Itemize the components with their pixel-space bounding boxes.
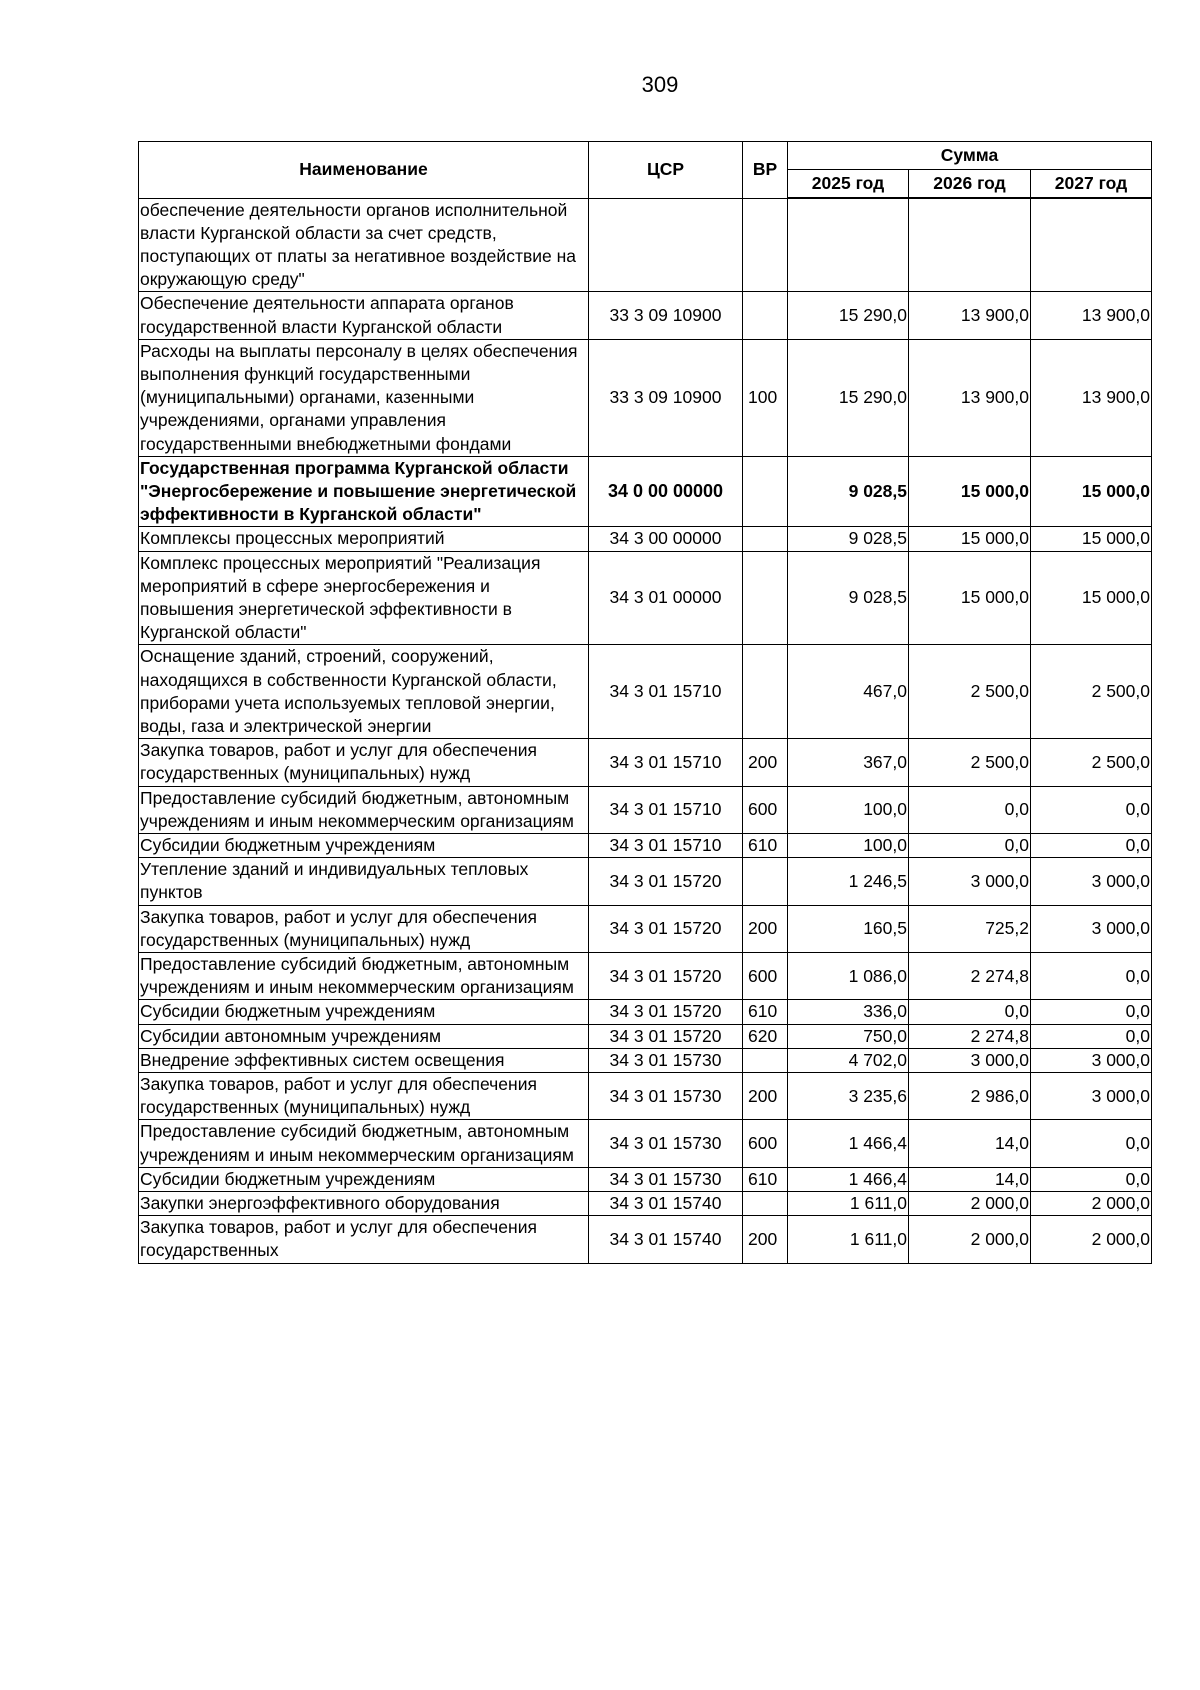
- row-2026-cell: 2 500,0: [909, 739, 1031, 786]
- row-vr-cell: 200: [743, 739, 788, 786]
- row-2026-cell: 15 000,0: [909, 551, 1031, 645]
- row-vr-cell: 200: [743, 1216, 788, 1263]
- row-vr-cell: 610: [743, 1167, 788, 1191]
- row-2027-cell: 0,0: [1031, 833, 1152, 857]
- row-2025-cell: 100,0: [788, 786, 909, 833]
- row-vr-cell: 600: [743, 786, 788, 833]
- row-2025-cell: 9 028,5: [788, 551, 909, 645]
- page-number: 309: [641, 72, 679, 97]
- row-2025-cell: 160,5: [788, 905, 909, 952]
- row-2025-cell: 336,0: [788, 1000, 909, 1024]
- row-2027-cell: 2 500,0: [1031, 645, 1152, 739]
- table-header: [139, 142, 1152, 199]
- row-2026-cell: 0,0: [909, 786, 1031, 833]
- row-csr-cell: 34 3 01 15720: [589, 953, 743, 1000]
- row-name-cell: Обеспечение деятельности аппарата органов государственной власти Курганской области: [139, 292, 589, 339]
- row-2025-cell: 4 702,0: [788, 1048, 909, 1072]
- table-row: [139, 1216, 1152, 1263]
- row-2025-cell: 15 290,0: [788, 339, 909, 456]
- row-2027-cell: 0,0: [1031, 1000, 1152, 1024]
- row-2026-cell: 14,0: [909, 1120, 1031, 1167]
- table-row: [139, 953, 1152, 1000]
- row-2027-cell: 15 000,0: [1031, 551, 1152, 645]
- row-name-cell: Комплекс процессных мероприятий "Реализация мероприятий в сфере энергосбережения и повышения энергетической эффективности в Курганской области": [139, 551, 589, 645]
- row-2026-cell: 3 000,0: [909, 858, 1031, 905]
- row-csr-cell: 34 3 01 15710: [589, 645, 743, 739]
- row-vr-cell: 200: [743, 905, 788, 952]
- header-year-2027: 2027 год: [1031, 170, 1152, 199]
- row-name-cell: Предоставление субсидий бюджетным, автономным учреждениям и иным некоммерческим организациям: [139, 786, 589, 833]
- table-row: [139, 1192, 1152, 1216]
- row-2025-cell: 15 290,0: [788, 292, 909, 339]
- table-row: [139, 1000, 1152, 1024]
- row-name-cell: Внедрение эффективных систем освещения: [139, 1048, 589, 1072]
- row-2027-cell: 2 000,0: [1031, 1216, 1152, 1263]
- row-2026-cell: 2 986,0: [909, 1073, 1031, 1120]
- row-name-cell: Субсидии бюджетным учреждениям: [139, 833, 589, 857]
- row-2026-cell: 15 000,0: [909, 527, 1031, 551]
- row-csr-cell: 34 3 01 15730: [589, 1120, 743, 1167]
- row-2027-cell: 15 000,0: [1031, 456, 1152, 527]
- row-csr-cell: 34 0 00 00000: [589, 456, 743, 527]
- row-name-cell: обеспечение деятельности органов исполнительной власти Курганской области за счет средств, поступающих от платы за негативное воздействие на окружающую среду": [139, 198, 589, 292]
- table-row: [139, 905, 1152, 952]
- row-2027-cell: 0,0: [1031, 1120, 1152, 1167]
- row-2027-cell: 3 000,0: [1031, 905, 1152, 952]
- row-csr-cell: 34 3 01 00000: [589, 551, 743, 645]
- table-row: [139, 527, 1152, 551]
- row-csr-cell: 34 3 01 15740: [589, 1216, 743, 1263]
- row-vr-cell: 610: [743, 1000, 788, 1024]
- row-2025-cell: 750,0: [788, 1024, 909, 1048]
- row-name-cell: Предоставление субсидий бюджетным, автономным учреждениям и иным некоммерческим организациям: [139, 1120, 589, 1167]
- row-2026-cell: 2 500,0: [909, 645, 1031, 739]
- row-2025-cell: 367,0: [788, 739, 909, 786]
- budget-table: [138, 141, 1152, 1264]
- table-row: [139, 1167, 1152, 1191]
- row-2026-cell: 2 000,0: [909, 1216, 1031, 1263]
- table-row: [139, 1120, 1152, 1167]
- row-vr-cell: [743, 551, 788, 645]
- row-vr-cell: [743, 1192, 788, 1216]
- table-row: [139, 198, 1152, 292]
- row-2027-cell: 13 900,0: [1031, 339, 1152, 456]
- table-row: [139, 786, 1152, 833]
- row-2026-cell: 15 000,0: [909, 456, 1031, 527]
- table-body: [139, 198, 1152, 1263]
- row-csr-cell: 34 3 01 15730: [589, 1048, 743, 1072]
- row-2026-cell: [909, 198, 1031, 292]
- row-2025-cell: [788, 198, 909, 292]
- row-name-cell: Государственная программа Курганской области "Энергосбережение и повышение энергетической эффективности в Курганской области": [139, 456, 589, 527]
- table-row: [139, 1073, 1152, 1120]
- row-name-cell: Субсидии бюджетным учреждениям: [139, 1167, 589, 1191]
- row-2027-cell: 0,0: [1031, 1167, 1152, 1191]
- header-sum: Сумма: [788, 142, 1152, 170]
- row-csr-cell: 33 3 09 10900: [589, 292, 743, 339]
- row-name-cell: Утепление зданий и индивидуальных тепловых пунктов: [139, 858, 589, 905]
- row-2026-cell: 14,0: [909, 1167, 1031, 1191]
- row-name-cell: Предоставление субсидий бюджетным, автономным учреждениям и иным некоммерческим организациям: [139, 953, 589, 1000]
- row-2025-cell: 1 086,0: [788, 953, 909, 1000]
- row-csr-cell: 34 3 01 15720: [589, 858, 743, 905]
- row-name-cell: Закупки энергоэффективного оборудования: [139, 1192, 589, 1216]
- header-year-2026: 2026 год: [909, 170, 1031, 199]
- row-2025-cell: 9 028,5: [788, 456, 909, 527]
- row-csr-cell: 34 3 01 15710: [589, 833, 743, 857]
- table-row: [139, 339, 1152, 456]
- row-2026-cell: 2 274,8: [909, 953, 1031, 1000]
- row-csr-cell: 33 3 09 10900: [589, 339, 743, 456]
- row-2027-cell: 15 000,0: [1031, 527, 1152, 551]
- row-name-cell: Расходы на выплаты персоналу в целях обеспечения выполнения функций государственными (муниципальными) органами, казенными учреждениями, органами управления государственными внебюджетными фондами: [139, 339, 589, 456]
- row-2026-cell: 3 000,0: [909, 1048, 1031, 1072]
- row-csr-cell: 34 3 01 15730: [589, 1167, 743, 1191]
- row-2027-cell: 3 000,0: [1031, 1073, 1152, 1120]
- row-name-cell: Субсидии автономным учреждениям: [139, 1024, 589, 1048]
- row-2025-cell: 1 246,5: [788, 858, 909, 905]
- header-year-2025: 2025 год: [788, 170, 909, 199]
- row-name-cell: Закупка товаров, работ и услуг для обеспечения государственных: [139, 1216, 589, 1263]
- table-row: [139, 456, 1152, 527]
- row-vr-cell: 600: [743, 953, 788, 1000]
- row-2027-cell: 2 500,0: [1031, 739, 1152, 786]
- table-row: [139, 833, 1152, 857]
- row-2025-cell: 9 028,5: [788, 527, 909, 551]
- row-2027-cell: 13 900,0: [1031, 292, 1152, 339]
- row-2027-cell: 0,0: [1031, 1024, 1152, 1048]
- row-2026-cell: 2 000,0: [909, 1192, 1031, 1216]
- row-name-cell: Субсидии бюджетным учреждениям: [139, 1000, 589, 1024]
- header-name: Наименование: [139, 142, 589, 199]
- row-2027-cell: [1031, 198, 1152, 292]
- row-vr-cell: 200: [743, 1073, 788, 1120]
- row-csr-cell: 34 3 00 00000: [589, 527, 743, 551]
- row-2026-cell: 2 274,8: [909, 1024, 1031, 1048]
- row-2025-cell: 467,0: [788, 645, 909, 739]
- row-csr-cell: [589, 198, 743, 292]
- table-row: [139, 645, 1152, 739]
- row-vr-cell: 100: [743, 339, 788, 456]
- table-row: [139, 1048, 1152, 1072]
- row-2026-cell: 0,0: [909, 833, 1031, 857]
- row-2027-cell: 3 000,0: [1031, 1048, 1152, 1072]
- row-2026-cell: 13 900,0: [909, 292, 1031, 339]
- row-name-cell: Закупка товаров, работ и услуг для обеспечения государственных (муниципальных) нужд: [139, 1073, 589, 1120]
- row-2025-cell: 1 611,0: [788, 1192, 909, 1216]
- row-2027-cell: 3 000,0: [1031, 858, 1152, 905]
- row-2027-cell: 0,0: [1031, 786, 1152, 833]
- row-2026-cell: 725,2: [909, 905, 1031, 952]
- row-csr-cell: 34 3 01 15720: [589, 1000, 743, 1024]
- row-2026-cell: 0,0: [909, 1000, 1031, 1024]
- row-2025-cell: 1 466,4: [788, 1120, 909, 1167]
- row-2025-cell: 1 466,4: [788, 1167, 909, 1191]
- row-csr-cell: 34 3 01 15740: [589, 1192, 743, 1216]
- header-vr: ВР: [743, 142, 788, 199]
- row-vr-cell: 610: [743, 833, 788, 857]
- row-vr-cell: [743, 858, 788, 905]
- row-name-cell: Оснащение зданий, строений, сооружений, находящихся в собственности Курганской области, приборами учета используемых тепловой энергии, воды, газа и электрической энергии: [139, 645, 589, 739]
- row-vr-cell: [743, 527, 788, 551]
- row-csr-cell: 34 3 01 15720: [589, 905, 743, 952]
- table-row: [139, 1024, 1152, 1048]
- row-2026-cell: 13 900,0: [909, 339, 1031, 456]
- row-2025-cell: 3 235,6: [788, 1073, 909, 1120]
- row-name-cell: Комплексы процессных мероприятий: [139, 527, 589, 551]
- table-row: [139, 292, 1152, 339]
- row-vr-cell: 620: [743, 1024, 788, 1048]
- row-vr-cell: [743, 292, 788, 339]
- row-vr-cell: [743, 198, 788, 292]
- row-csr-cell: 34 3 01 15710: [589, 739, 743, 786]
- table-row: [139, 739, 1152, 786]
- table-row: [139, 551, 1152, 645]
- row-csr-cell: 34 3 01 15710: [589, 786, 743, 833]
- row-vr-cell: 600: [743, 1120, 788, 1167]
- row-2025-cell: 100,0: [788, 833, 909, 857]
- row-2025-cell: 1 611,0: [788, 1216, 909, 1263]
- row-2027-cell: 0,0: [1031, 953, 1152, 1000]
- row-vr-cell: [743, 645, 788, 739]
- row-csr-cell: 34 3 01 15730: [589, 1073, 743, 1120]
- row-name-cell: Закупка товаров, работ и услуг для обеспечения государственных (муниципальных) нужд: [139, 739, 589, 786]
- table-row: [139, 858, 1152, 905]
- row-name-cell: Закупка товаров, работ и услуг для обеспечения государственных (муниципальных) нужд: [139, 905, 589, 952]
- header-csr: ЦСР: [589, 142, 743, 199]
- row-vr-cell: [743, 1048, 788, 1072]
- row-csr-cell: 34 3 01 15720: [589, 1024, 743, 1048]
- row-2027-cell: 2 000,0: [1031, 1192, 1152, 1216]
- row-vr-cell: [743, 456, 788, 527]
